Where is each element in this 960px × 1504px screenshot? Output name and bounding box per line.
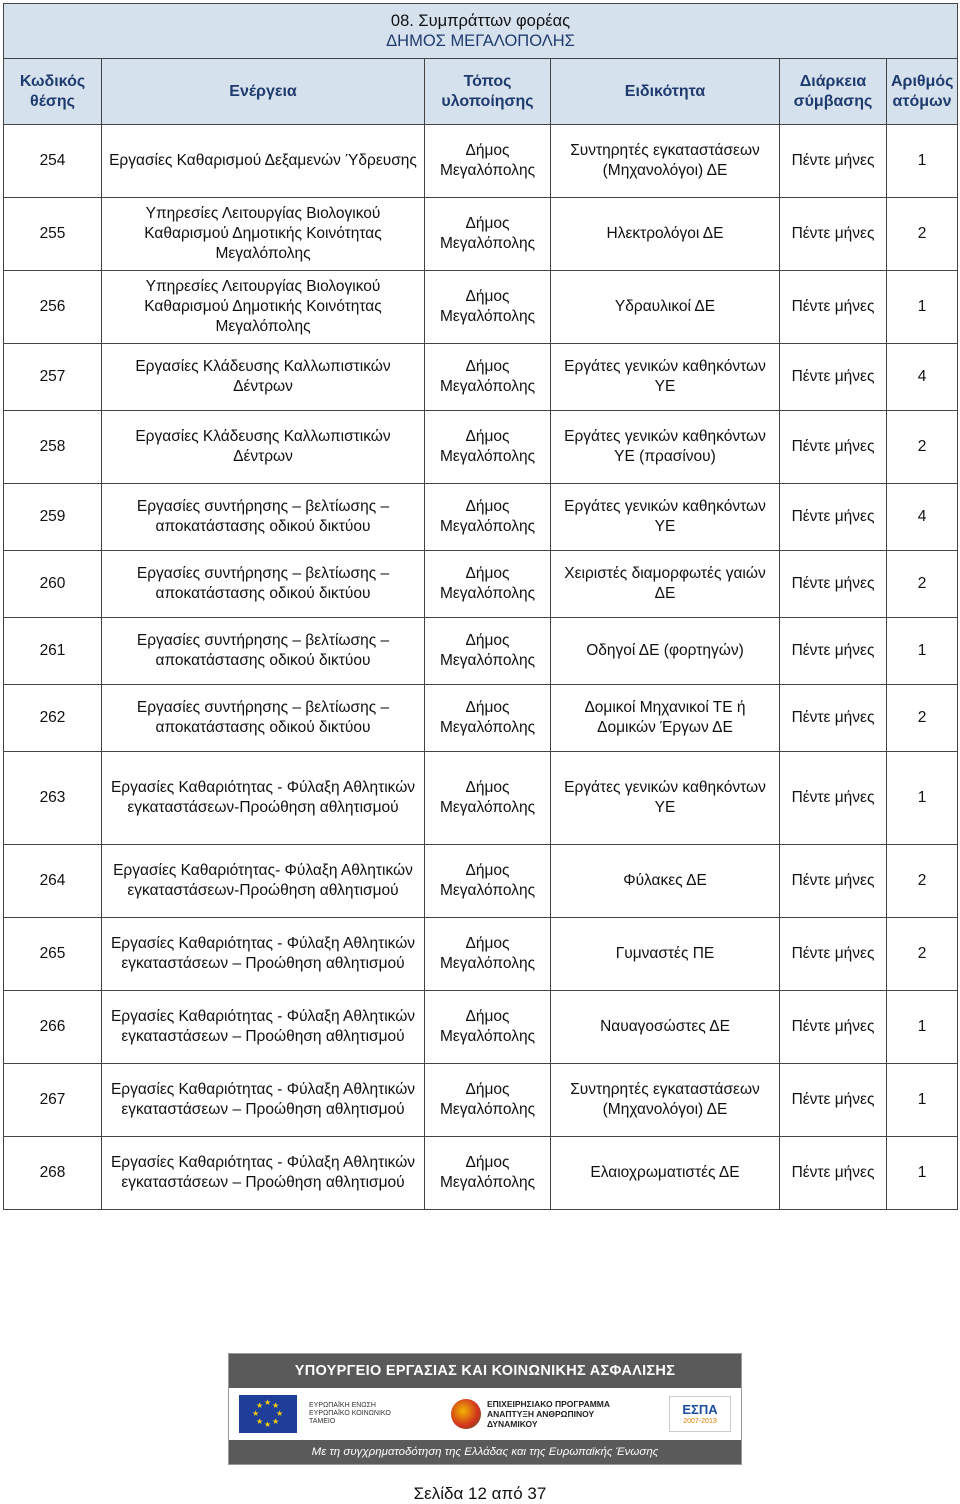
cell-code: 266 [4,991,102,1064]
cell-code: 255 [4,198,102,271]
table-row [4,125,958,198]
cell-duration: Πέντε μήνες [780,271,887,344]
cell-activity: Εργασίες συντήρησης – βελτίωσης – αποκατάστασης οδικού δικτύου [102,484,425,551]
column-header-code: Κωδικός θέσης [4,59,102,125]
cell-specialty: Υδραυλικοί ΔΕ [551,271,780,344]
program-emblem-icon [451,1399,481,1429]
cell-duration: Πέντε μήνες [780,198,887,271]
cell-count: 1 [887,271,958,344]
table-row [4,752,958,845]
cofunding-text: Με τη συγχρηματοδότηση της Ελλάδας και της Ευρωπαϊκής Ένωσης [229,1440,741,1464]
ministry-title: ΥΠΟΥΡΓΕΙΟ ΕΡΓΑΣΙΑΣ ΚΑΙ ΚΟΙΝΩΝΙΚΗΣ ΑΣΦΑΛΙΣΗΣ [229,1354,741,1388]
cell-activity: Εργασίες Καθαριότητας- Φύλαξη Αθλητικών εγκαταστάσεων-Προώθηση αθλητισμού [102,845,425,918]
table-row [4,845,958,918]
cell-count: 1 [887,752,958,845]
cell-duration: Πέντε μήνες [780,685,887,752]
cell-code: 258 [4,411,102,484]
column-header-activity: Ενέργεια [102,59,425,125]
cell-activity: Εργασίες συντήρησης – βελτίωσης – αποκατάστασης οδικού δικτύου [102,618,425,685]
cell-specialty: Εργάτες γενικών καθηκόντων ΥΕ (πρασίνου) [551,411,780,484]
column-header-count: Αριθμός ατόμων [887,59,958,125]
espa-years: 2007-2013 [683,1417,717,1425]
cell-count: 1 [887,618,958,685]
cell-duration: Πέντε μήνες [780,991,887,1064]
cell-code: 259 [4,484,102,551]
table-row [4,685,958,752]
table-row [4,1137,958,1210]
table-title-row [4,4,958,59]
cell-place: Δήμος Μεγαλόπολης [425,198,551,271]
cell-duration: Πέντε μήνες [780,918,887,991]
cell-count: 2 [887,918,958,991]
cell-code: 268 [4,1137,102,1210]
cell-count: 1 [887,991,958,1064]
cell-specialty: Εργάτες γενικών καθηκόντων ΥΕ [551,344,780,411]
cell-specialty: Εργάτες γενικών καθηκόντων ΥΕ [551,484,780,551]
column-header-row [4,59,958,125]
cell-count: 2 [887,198,958,271]
cell-count: 1 [887,125,958,198]
table-row [4,484,958,551]
table-row [4,551,958,618]
cell-place: Δήμος Μεγαλόπολης [425,918,551,991]
table-row [4,271,958,344]
cell-specialty: Δομικοί Μηχανικοί ΤΕ ή Δομικών Έργων ΔΕ [551,685,780,752]
cell-activity: Υπηρεσίες Λειτουργίας Βιολογικού Καθαρισμού Δημοτικής Κοινότητας Μεγαλόπολης [102,271,425,344]
cell-count: 2 [887,551,958,618]
cell-code: 265 [4,918,102,991]
cell-specialty: Χειριστές διαμορφωτές γαιών ΔΕ [551,551,780,618]
cell-place: Δήμος Μεγαλόπολης [425,685,551,752]
cell-specialty: Οδηγοί ΔΕ (φορτηγών) [551,618,780,685]
cell-code: 261 [4,618,102,685]
table-row [4,198,958,271]
logos-strip [229,1388,741,1440]
cell-duration: Πέντε μήνες [780,484,887,551]
column-header-duration: Διάρκεια σύμβασης [780,59,887,125]
cell-count: 2 [887,411,958,484]
cell-count: 2 [887,685,958,752]
cell-place: Δήμος Μεγαλόπολης [425,752,551,845]
cell-duration: Πέντε μήνες [780,551,887,618]
cell-specialty: Εργάτες γενικών καθηκόντων ΥΕ [551,752,780,845]
cell-duration: Πέντε μήνες [780,1064,887,1137]
cell-code: 260 [4,551,102,618]
cell-count: 1 [887,1064,958,1137]
cell-duration: Πέντε μήνες [780,1137,887,1210]
cell-specialty: Ηλεκτρολόγοι ΔΕ [551,198,780,271]
cell-duration: Πέντε μήνες [780,411,887,484]
program-logo [451,1399,617,1429]
table-body [4,125,958,1210]
table-row [4,918,958,991]
cell-duration: Πέντε μήνες [780,752,887,845]
cell-place: Δήμος Μεγαλόπολης [425,845,551,918]
program-name: ΕΠΙΧΕΙΡΗΣΙΑΚΟ ΠΡΟΓΡΑΜΜΑ ΑΝΑΠΤΥΞΗ ΑΝΘΡΩΠΙΝΟΥ ΔΥΝΑΜΙΚΟΥ [487,1399,611,1429]
cell-activity: Εργασίες Καθαριότητας - Φύλαξη Αθλητικών εγκαταστάσεων – Προώθηση αθλητισμού [102,918,425,991]
cell-count: 1 [887,1137,958,1210]
cell-place: Δήμος Μεγαλόπολης [425,271,551,344]
table-row [4,411,958,484]
cell-specialty: Ναυαγοσώστες ΔΕ [551,991,780,1064]
table-title [4,4,958,59]
cell-specialty: Γυμναστές ΠΕ [551,918,780,991]
positions-table [3,3,958,1210]
cell-activity: Εργασίες Καθαριότητας - Φύλαξη Αθλητικών εγκαταστάσεων-Προώθηση αθλητισμού [102,752,425,845]
cell-count: 4 [887,484,958,551]
cell-activity: Εργασίες Καθαρισμού Δεξαμενών Ύδρευσης [102,125,425,198]
column-header-place: Τόπος υλοποίησης [425,59,551,125]
cell-count: 4 [887,344,958,411]
cell-place: Δήμος Μεγαλόπολης [425,991,551,1064]
page-number: Σελίδα 12 από 37 [413,1484,547,1503]
cell-place: Δήμος Μεγαλόπολης [425,1064,551,1137]
cell-place: Δήμος Μεγαλόπολης [425,484,551,551]
cell-duration: Πέντε μήνες [780,845,887,918]
cell-activity: Εργασίες Κλάδευσης Καλλωπιστικών Δέντρων [102,344,425,411]
cell-specialty: Συντηρητές εγκαταστάσεων (Μηχανολόγοι) ΔΕ [551,1064,780,1137]
cell-code: 254 [4,125,102,198]
title-line-1: 08. Συμπράττων φορέας [390,12,571,30]
table-row [4,344,958,411]
cell-specialty: Συντηρητές εγκαταστάσεων (Μηχανολόγοι) ΔΕ [551,125,780,198]
cell-code: 267 [4,1064,102,1137]
espa-name: ΕΣΠΑ [682,1401,718,1417]
cell-duration: Πέντε μήνες [780,618,887,685]
espa-logo [669,1396,731,1432]
cell-activity: Εργασίες Καθαριότητας - Φύλαξη Αθλητικών εγκαταστάσεων – Προώθηση αθλητισμού [102,1064,425,1137]
table-row [4,991,958,1064]
cell-code: 263 [4,752,102,845]
cell-activity: Εργασίες Καθαριότητας - Φύλαξη Αθλητικών εγκαταστάσεων – Προώθηση αθλητισμού [102,991,425,1064]
cofunding-banner [228,1353,742,1465]
cell-place: Δήμος Μεγαλόπολης [425,551,551,618]
eu-flag-icon: ★ ★ ★ ★ ★ ★ ★ ★ [239,1395,297,1433]
cell-code: 256 [4,271,102,344]
cell-duration: Πέντε μήνες [780,344,887,411]
cell-code: 264 [4,845,102,918]
cell-place: Δήμος Μεγαλόπολης [425,344,551,411]
cell-place: Δήμος Μεγαλόπολης [425,618,551,685]
cell-activity: Εργασίες Κλάδευσης Καλλωπιστικών Δέντρων [102,411,425,484]
cell-specialty: Ελαιοχρωματιστές ΔΕ [551,1137,780,1210]
eu-caption: ΕΥΡΩΠΑΪΚΗ ΕΝΩΣΗ ΕΥΡΩΠΑΪΚΟ ΚΟΙΝΩΝΙΚΟ ΤΑΜΕΙΟ [309,1402,391,1425]
cell-place: Δήμος Μεγαλόπολης [425,411,551,484]
cell-activity: Υπηρεσίες Λειτουργίας Βιολογικού Καθαρισμού Δημοτικής Κοινότητας Μεγαλόπολης [102,198,425,271]
cell-place: Δήμος Μεγαλόπολης [425,1137,551,1210]
cell-place: Δήμος Μεγαλόπολης [425,125,551,198]
cell-code: 257 [4,344,102,411]
cell-specialty: Φύλακες ΔΕ [551,845,780,918]
cell-count: 2 [887,845,958,918]
cell-activity: Εργασίες συντήρησης – βελτίωσης – αποκατάστασης οδικού δικτύου [102,551,425,618]
cell-code: 262 [4,685,102,752]
cell-duration: Πέντε μήνες [780,125,887,198]
table-row [4,1064,958,1137]
cell-activity: Εργασίες Καθαριότητας - Φύλαξη Αθλητικών εγκαταστάσεων – Προώθηση αθλητισμού [102,1137,425,1210]
column-header-specialty: Ειδικότητα [551,59,780,125]
title-line-2: ΔΗΜΟΣ ΜΕΓΑΛΟΠΟΛΗΣ [386,32,575,50]
table-row [4,618,958,685]
cell-activity: Εργασίες συντήρησης – βελτίωσης – αποκατάστασης οδικού δικτύου [102,685,425,752]
